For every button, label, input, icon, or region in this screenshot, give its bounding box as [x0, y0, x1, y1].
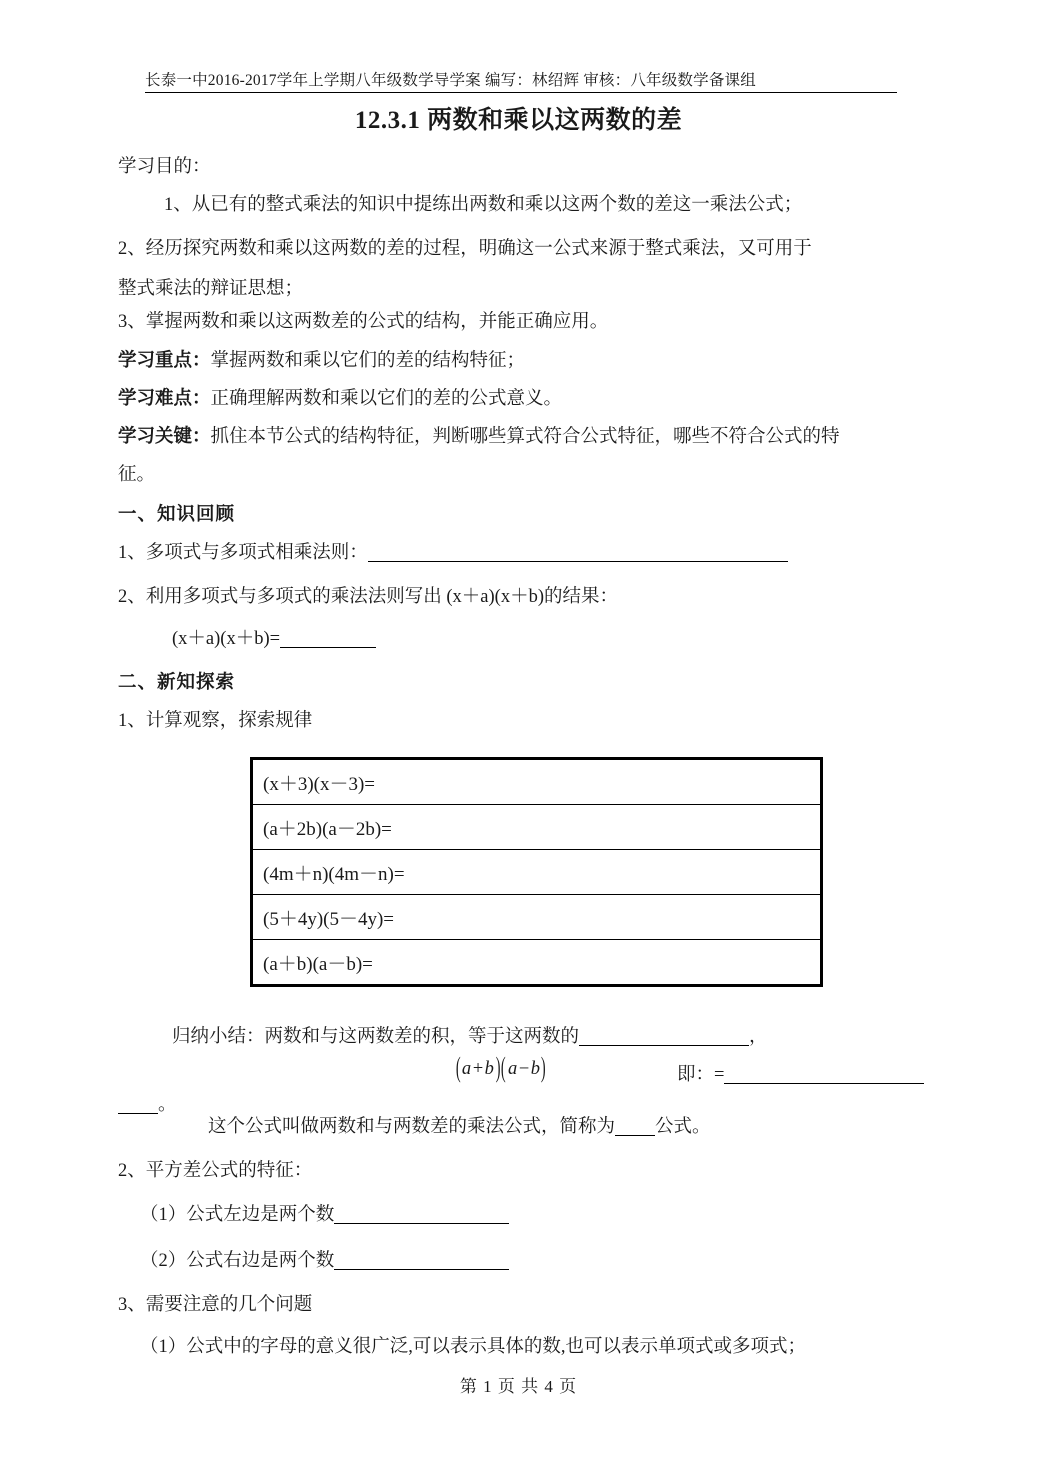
objective-item-1: 1、从已有的整式乘法的知识中提练出两数和乘以这两个数的差这一乘法公式；	[164, 195, 803, 215]
note-item-1: （1）公式中的字母的意义很广泛,可以表示具体的数,也可以表示单项式或多项式；	[140, 1337, 807, 1357]
feature-item-2-blank[interactable]	[334, 1252, 509, 1270]
section-two-heading: 二、新知探索	[118, 673, 236, 693]
feature-item-2-text: （2）公式右边是两个数	[140, 1251, 335, 1271]
summary-blank[interactable]	[579, 1028, 749, 1046]
key-point-focus	[118, 346, 525, 372]
explore-item-2: 2、平方差公式的特征：	[118, 1161, 313, 1181]
formula-paren-middle: )(	[496, 1052, 507, 1084]
review-question-2-blank[interactable]	[280, 630, 376, 648]
key-point-difficulty-text: 正确理解两数和乘以它们的差的公式意义。	[210, 389, 563, 409]
review-question-1	[118, 538, 788, 564]
objectives-heading: 学习目的：	[118, 157, 211, 177]
key-point-key	[118, 422, 840, 448]
table-row	[252, 759, 822, 805]
formula-naming-text: 这个公式叫做两数和与两数差的乘法公式，简称为	[208, 1117, 616, 1137]
formula-naming-blank[interactable]	[615, 1118, 655, 1136]
table-cell-expression[interactable]: (5＋4y)(5－4y)=	[252, 895, 822, 940]
formula-result-label: 即：=	[677, 1065, 725, 1085]
page-title: 12.3.1 两数和乘以这两数的差	[354, 107, 683, 134]
summary-blank-continuation	[118, 1090, 177, 1116]
formula-naming-line	[208, 1112, 711, 1138]
formula-operator-minus: −	[517, 1059, 531, 1079]
table-cell-expression[interactable]: (x＋3)(x－3)=	[252, 759, 822, 805]
table-row	[252, 895, 822, 940]
feature-item-2	[140, 1246, 509, 1272]
feature-item-1	[140, 1200, 509, 1226]
key-point-focus-label: 学习重点：	[118, 351, 211, 371]
table-row	[252, 940, 822, 986]
formula-term-a: a	[461, 1059, 472, 1079]
review-question-2-expr: (x＋a)(x＋b)=	[172, 629, 281, 649]
formula-term-b: b	[484, 1059, 495, 1079]
key-point-key-cont: 征。	[118, 465, 156, 485]
summary-text: 归纳小结：两数和与这两数差的积，等于这两数的	[172, 1027, 580, 1047]
formula-term-a2: a	[507, 1059, 518, 1079]
review-question-2-answer	[172, 624, 376, 650]
table-row	[252, 850, 822, 895]
product-formula	[455, 1052, 547, 1084]
page-footer: 第 1 页 共 4 页	[459, 1377, 578, 1396]
table-cell-expression[interactable]: (a＋b)(a－b)=	[252, 940, 822, 986]
key-point-key-label: 学习关键：	[118, 427, 211, 447]
objective-item-3: 3、掌握两数和乘以这两数差的公式的结构，并能正确应用。	[118, 312, 609, 332]
section-one-heading: 一、知识回顾	[118, 505, 236, 525]
formula-paren-close: )	[541, 1052, 547, 1084]
summary-blank-tail[interactable]	[118, 1096, 158, 1114]
table-cell-expression[interactable]: (a＋2b)(a－2b)=	[252, 805, 822, 850]
document-header: 长泰一中2016-2017学年上学期八年级数学导学案 编写：林绍辉 审核：八年级数学备课组	[145, 68, 897, 93]
objective-item-2-cont: 整式乘法的辩证思想；	[118, 279, 304, 299]
table-row	[252, 805, 822, 850]
feature-item-1-text: （1）公式左边是两个数	[140, 1205, 335, 1225]
key-point-key-text: 抓住本节公式的结构特征，判断哪些算式符合公式特征，哪些不符合公式的特	[210, 427, 840, 447]
formula-naming-suffix: 公式。	[655, 1117, 711, 1137]
formula-result-line	[677, 1060, 924, 1086]
summary-comma: ，	[749, 1027, 768, 1047]
explore-item-1: 1、计算观察，探索规律	[118, 711, 313, 731]
key-point-difficulty-label: 学习难点：	[118, 389, 211, 409]
formula-result-blank[interactable]	[724, 1066, 924, 1084]
formula-term-b2: b	[530, 1059, 541, 1079]
key-point-focus-text: 掌握两数和乘以它们的差的结构特征；	[210, 351, 526, 371]
formula-operator-plus: +	[471, 1059, 485, 1079]
explore-item-3: 3、需要注意的几个问题	[118, 1295, 313, 1315]
feature-item-1-blank[interactable]	[334, 1206, 509, 1224]
table-cell-expression[interactable]: (4m＋n)(4m－n)=	[252, 850, 822, 895]
summary-tail-period: 。	[158, 1095, 177, 1115]
objective-item-2: 2、经历探究两数和乘以这两数的差的过程，明确这一公式来源于整式乘法，又可用于	[118, 239, 812, 259]
review-question-1-blank[interactable]	[368, 544, 788, 562]
formula-paren-open: (	[455, 1052, 461, 1084]
calculation-table	[250, 757, 823, 987]
key-point-difficulty	[118, 384, 562, 410]
summary-line	[172, 1022, 768, 1048]
review-question-2: 2、利用多项式与多项式的乘法法则写出 (x＋a)(x＋b)的结果：	[118, 587, 618, 607]
review-question-1-text: 1、多项式与多项式相乘法则：	[118, 543, 368, 563]
